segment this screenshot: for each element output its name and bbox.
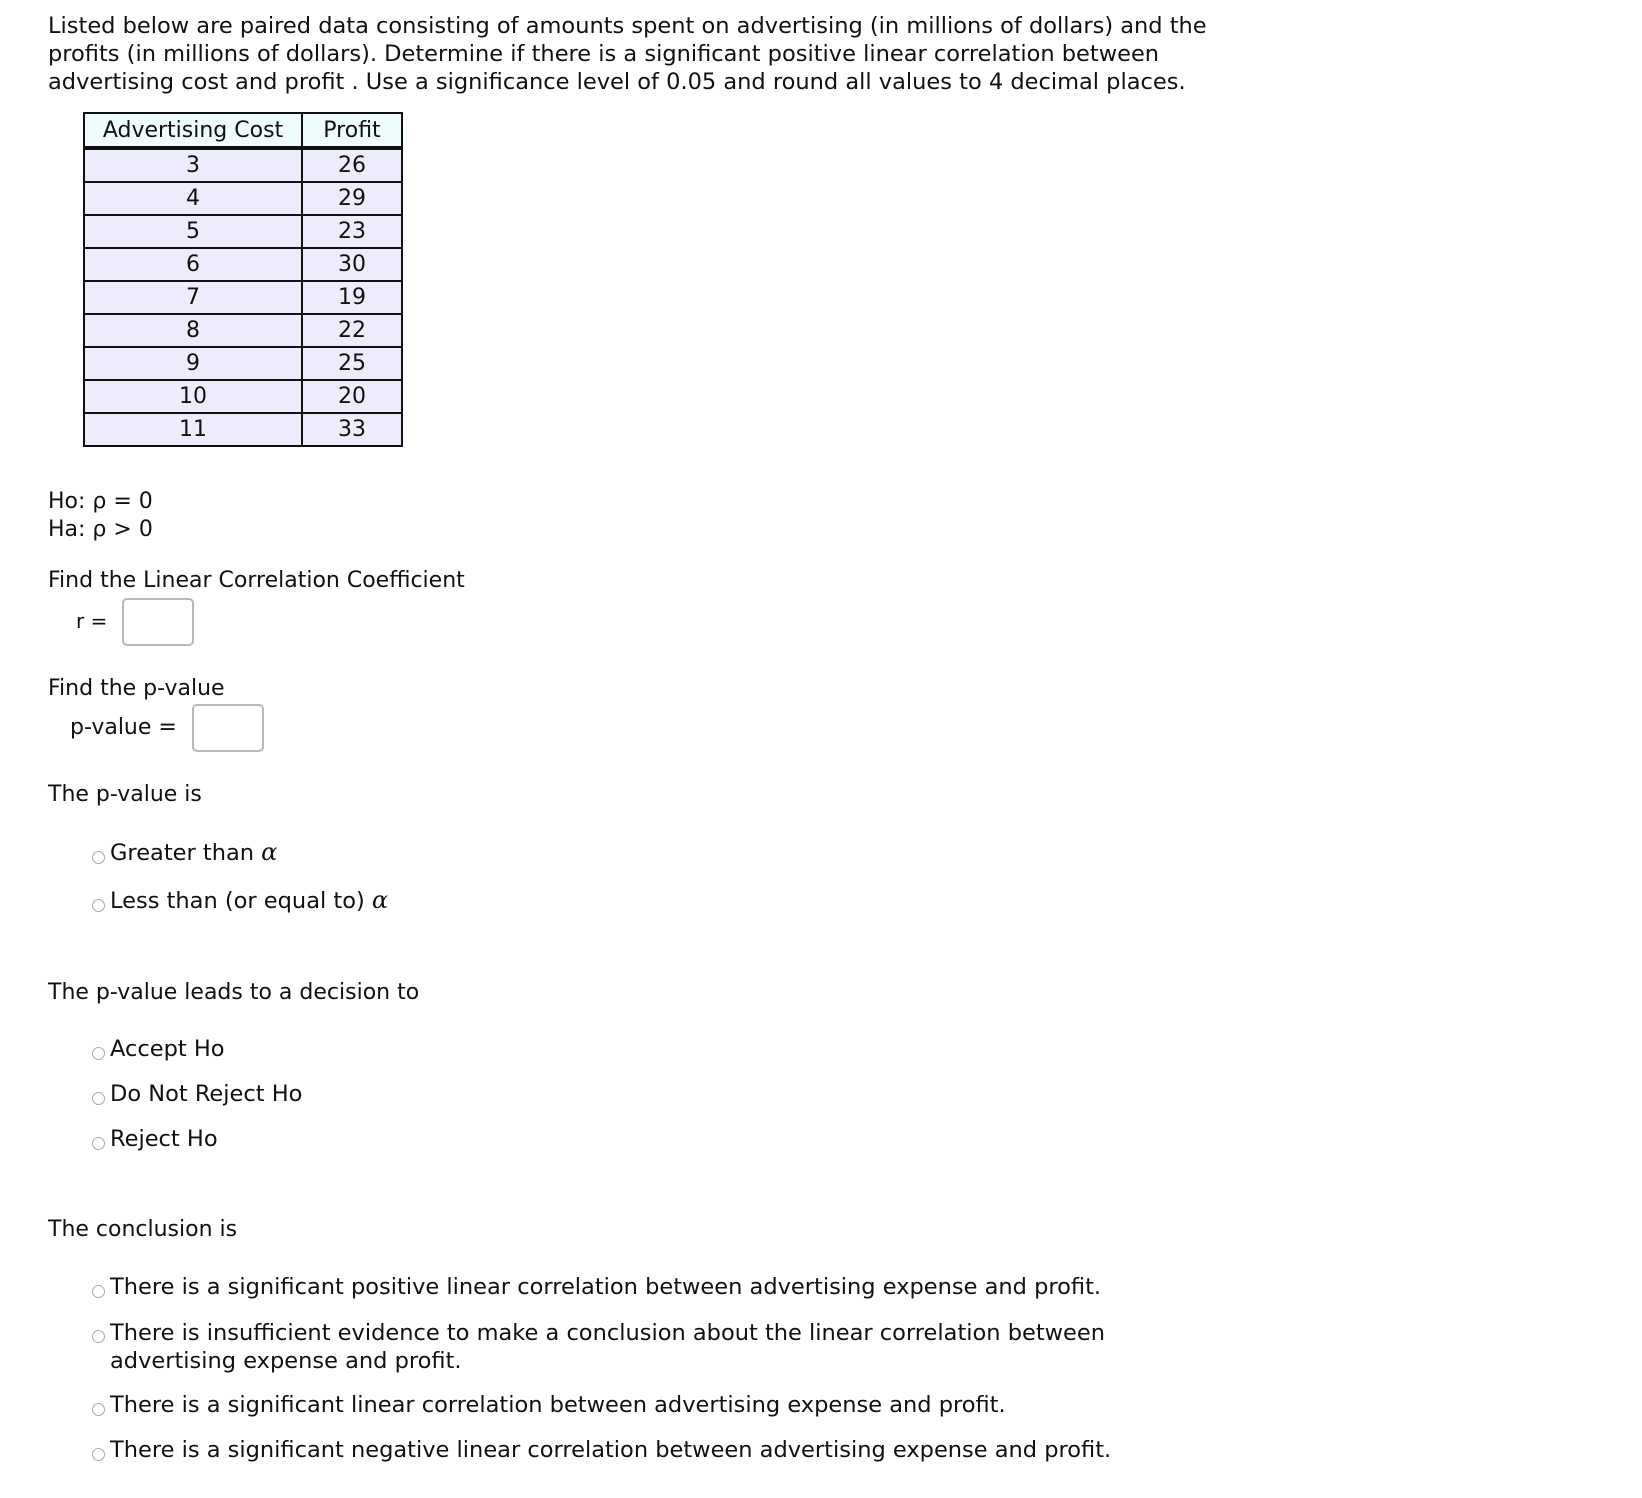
table-cell: 10 (84, 380, 302, 413)
r-label: r = (76, 609, 108, 633)
table-cell: 6 (84, 248, 302, 281)
table-cell: 29 (302, 182, 402, 215)
table-cell: 20 (302, 380, 402, 413)
radio-button[interactable] (92, 1092, 105, 1105)
table-row (84, 314, 402, 347)
table-cell: 22 (302, 314, 402, 347)
column-header-profit: Profit (302, 113, 402, 148)
radio-button[interactable] (92, 1448, 105, 1461)
table-cell: 5 (84, 215, 302, 248)
table-header-row (84, 113, 402, 148)
column-header-advertising-cost: Advertising Cost (84, 113, 302, 148)
r-input[interactable] (122, 598, 194, 646)
option-greater-than-alpha[interactable] (92, 838, 277, 866)
r-heading: Find the Linear Correlation Coefficient (48, 568, 465, 593)
option-conclusion-insufficient[interactable] (92, 1319, 1190, 1375)
table-row (84, 182, 402, 215)
table-cell: 33 (302, 413, 402, 446)
data-table (83, 112, 403, 447)
option-less-than-or-equal-alpha[interactable] (92, 886, 388, 914)
decision-heading: The p-value leads to a decision to (48, 980, 420, 1005)
table-cell: 7 (84, 281, 302, 314)
option-label: There is a significant positive linear correlation between advertising expense and profit. (110, 1274, 1102, 1300)
radio-button[interactable] (92, 1047, 105, 1060)
radio-button[interactable] (92, 851, 105, 864)
alpha-symbol: α (371, 886, 389, 914)
option-conclusion-significant[interactable] (92, 1392, 1006, 1418)
alpha-symbol: α (261, 838, 278, 866)
radio-button[interactable] (92, 1330, 105, 1343)
table-row (84, 380, 402, 413)
alternative-hypothesis: Ha: ρ > 0 (48, 517, 153, 542)
table-cell: 9 (84, 347, 302, 380)
option-label: There is a significant linear correlation between advertising expense and profit. (110, 1392, 1006, 1418)
option-label: Do Not Reject Ho (110, 1081, 303, 1107)
option-label: Reject Ho (110, 1126, 218, 1152)
table-cell: 19 (302, 281, 402, 314)
option-label: Accept Ho (110, 1036, 225, 1062)
table-row (84, 248, 402, 281)
option-label: Greater than (110, 840, 262, 866)
table-cell: 11 (84, 413, 302, 446)
radio-button[interactable] (92, 1403, 105, 1416)
p-value-label: p-value = (70, 715, 177, 740)
table-cell: 4 (84, 182, 302, 215)
p-value-row (70, 704, 264, 752)
radio-button[interactable] (92, 1285, 105, 1298)
option-label: Less than (or equal to) (110, 888, 372, 914)
question-text: Listed below are paired data consisting of amounts spent on advertising (in millions of dollars) and the profits (in millions of dollars). Determine if there is a significant positive linear correlation between advertising cost and profit . Use a significance level of 0.05 and round all values to 4 decimal places. (48, 13, 1207, 95)
table-cell: 25 (302, 347, 402, 380)
null-hypothesis: Ho: ρ = 0 (48, 489, 153, 514)
radio-button[interactable] (92, 1137, 105, 1150)
table-cell: 8 (84, 314, 302, 347)
table-row (84, 148, 402, 182)
option-conclusion-positive[interactable] (92, 1274, 1101, 1300)
table-cell: 23 (302, 215, 402, 248)
table-row (84, 347, 402, 380)
option-reject-ho[interactable] (92, 1126, 218, 1152)
p-value-compare-heading: The p-value is (48, 782, 202, 807)
option-do-not-reject-ho[interactable] (92, 1081, 302, 1107)
table-row (84, 281, 402, 314)
option-conclusion-negative[interactable] (92, 1437, 1111, 1463)
p-value-input[interactable] (192, 704, 264, 752)
option-accept-ho[interactable] (92, 1036, 225, 1062)
table-cell: 26 (302, 148, 402, 182)
p-value-heading: Find the p-value (48, 676, 225, 701)
option-label: There is a significant negative linear correlation between advertising expense and profit. (110, 1437, 1112, 1463)
table-cell: 3 (84, 148, 302, 182)
option-label: There is insufficient evidence to make a conclusion about the linear correlation between advertising expense and profit. (110, 1320, 1105, 1374)
table-row (84, 215, 402, 248)
conclusion-heading: The conclusion is (48, 1217, 238, 1242)
table-row (84, 413, 402, 446)
r-row (76, 598, 194, 646)
radio-button[interactable] (92, 899, 105, 912)
question-container (48, 12, 1248, 96)
table-cell: 30 (302, 248, 402, 281)
